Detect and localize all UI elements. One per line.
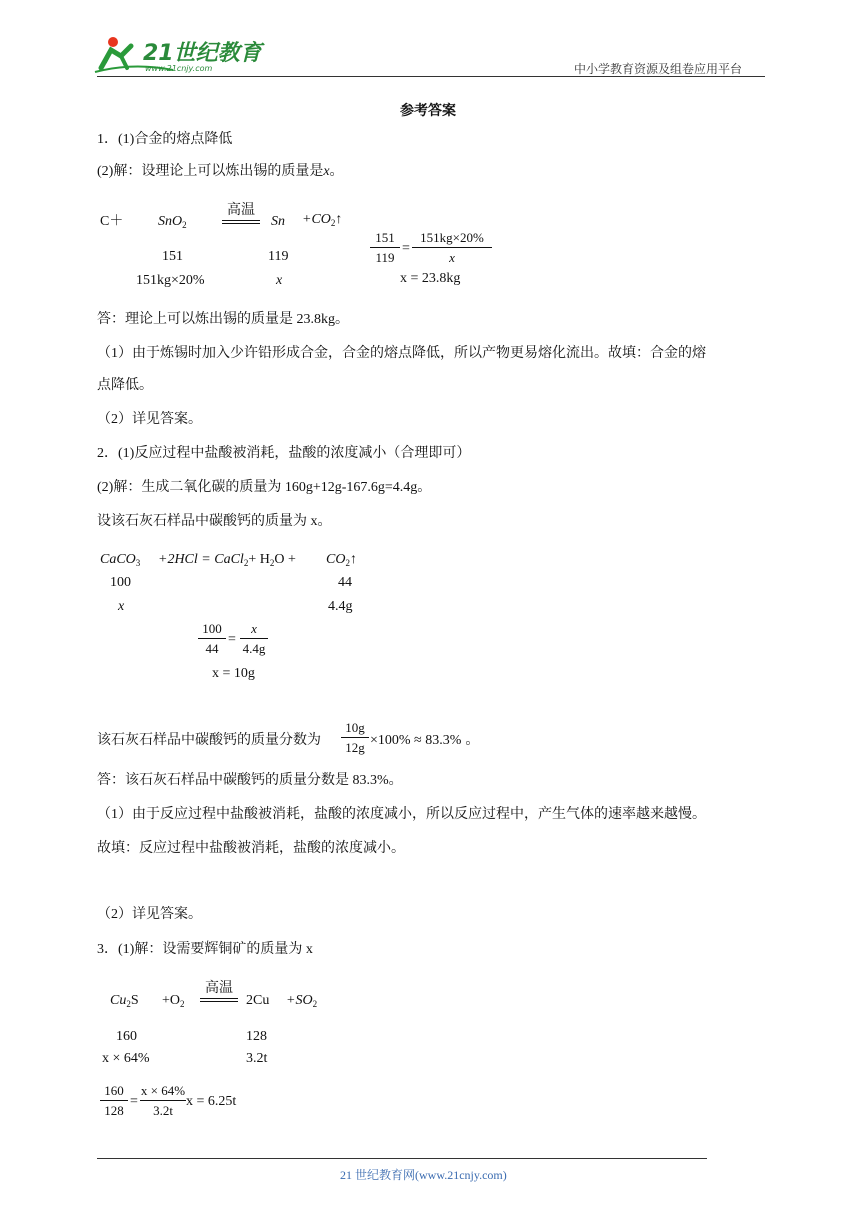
reactant-c: C＋ [100, 214, 124, 229]
unknown-cu2s: x × 64% [102, 1051, 150, 1066]
ratio-left: 160 128 [100, 1082, 128, 1119]
q2-result: x = 10g [212, 666, 255, 681]
q2-assumption: 设该石灰石样品中碳酸钙的质量为 x。 [97, 514, 332, 529]
reaction-condition: 高温 [200, 977, 238, 1002]
footer-text: 21 世纪教育网(www.21cnjy.com) [340, 1168, 507, 1182]
given-mass-sno2: 151kg×20% [136, 273, 205, 288]
reactant-cu2s: $Cu_2S$ [110, 993, 139, 1009]
unknown-caco3: x [118, 599, 125, 614]
fraction-label: 该石灰石样品中碳酸钙的质量分数为 [97, 733, 321, 748]
q2-part1: 2．(1)反应过程中盐酸被消耗，盐酸的浓度减小（合理即可） [97, 446, 471, 461]
q1-explanation-part2: （2）详见答案。 [97, 412, 202, 427]
ratio-left: 100 44 [198, 620, 226, 657]
ratio-right: 151kg×20% x [412, 229, 492, 266]
header-divider [97, 76, 765, 77]
q1-part1: 1．(1)合金的熔点降低 [97, 132, 233, 147]
fraction-value: 10g 12g [341, 719, 369, 756]
product-sn: Sn [271, 214, 285, 229]
q1-result: x = 23.8kg [400, 271, 461, 286]
q2-explanation-part2: （2）详见答案。 [97, 907, 202, 922]
molar-mass-sn: 119 [268, 249, 289, 264]
q3-part1: 3．(1)解：设需要辉铜矿的质量为 x [97, 942, 313, 957]
q1-answer: 答：理论上可以炼出锡的质量是 23.8kg。 [97, 312, 349, 327]
molar-mass-sno2: 151 [162, 249, 183, 264]
logo-text: 21世纪教育 [143, 41, 262, 66]
reactant-sno2: SnO$_2$ [158, 214, 187, 230]
given-co2: 4.4g [328, 599, 353, 614]
ratio-right: x × 64% 3.2t [140, 1083, 186, 1118]
q1-part2-setup: (2)解：设理论上可以炼出锡的质量是x。 [97, 164, 344, 179]
molar-mass-co2: 44 [338, 575, 352, 590]
molar-mass-cu: 128 [246, 1029, 267, 1044]
product-co2: $+CO_2↑$ [302, 212, 343, 228]
ratio-right: x 4.4g [240, 620, 268, 657]
reactant-caco3: CaCO$_3$ [100, 552, 141, 568]
q2-answer: 答：该石灰石样品中碳酸钙的质量分数是 83.3%。 [97, 773, 403, 788]
molar-mass-caco3: 100 [110, 575, 131, 590]
q3-result: x = 6.25t [186, 1094, 237, 1109]
reactant-o2: $+O_2$ [162, 993, 185, 1009]
product-cu: 2Cu [246, 993, 270, 1008]
molar-mass-cu2s: 160 [116, 1029, 137, 1044]
given-cu: 3.2t [246, 1051, 268, 1066]
product-so2: $+SO_2$ [286, 993, 318, 1009]
q1-explanation-line1: （1）由于炼锡时加入少许铅形成合金，合金的熔点降低，所以产物更易熔化流出。故填：合金的熔 [97, 346, 706, 361]
q1-explanation-line2: 点降低。 [97, 378, 153, 393]
product-co2: $CO_2↑$ [326, 552, 357, 568]
q2-explanation-line2: 故填：反应过程中盐酸被消耗，盐酸的浓度减小。 [97, 841, 405, 856]
reaction-condition: 高温 [222, 199, 260, 224]
reactant-hcl: +2HCl = CaCl$_2$+ $H_2O$ + [158, 552, 296, 568]
q2-part2-setup: (2)解：生成二氧化碳的质量为 160g+12g-167.6g=4.4g。 [97, 480, 432, 495]
footer-divider [97, 1158, 707, 1159]
fraction-result: ×100% ≈ 83.3% 。 [370, 733, 480, 748]
unknown-sn: x [276, 273, 283, 288]
page-title: 参考答案 [400, 103, 456, 119]
logo-url: www.21cnjy.com [145, 64, 213, 73]
q2-explanation-line1: （1）由于反应过程中盐酸被消耗，盐酸的浓度减小，所以反应过程中，产生气体的速率越来越慢。 [97, 807, 706, 822]
ratio-equals: = [228, 632, 236, 647]
ratio-equals: = [130, 1094, 138, 1109]
ratio-equals: = [402, 241, 410, 256]
ratio-left: 151 119 [370, 229, 400, 266]
header-platform-text: 中小学教育资源及组卷应用平台 [574, 62, 743, 76]
